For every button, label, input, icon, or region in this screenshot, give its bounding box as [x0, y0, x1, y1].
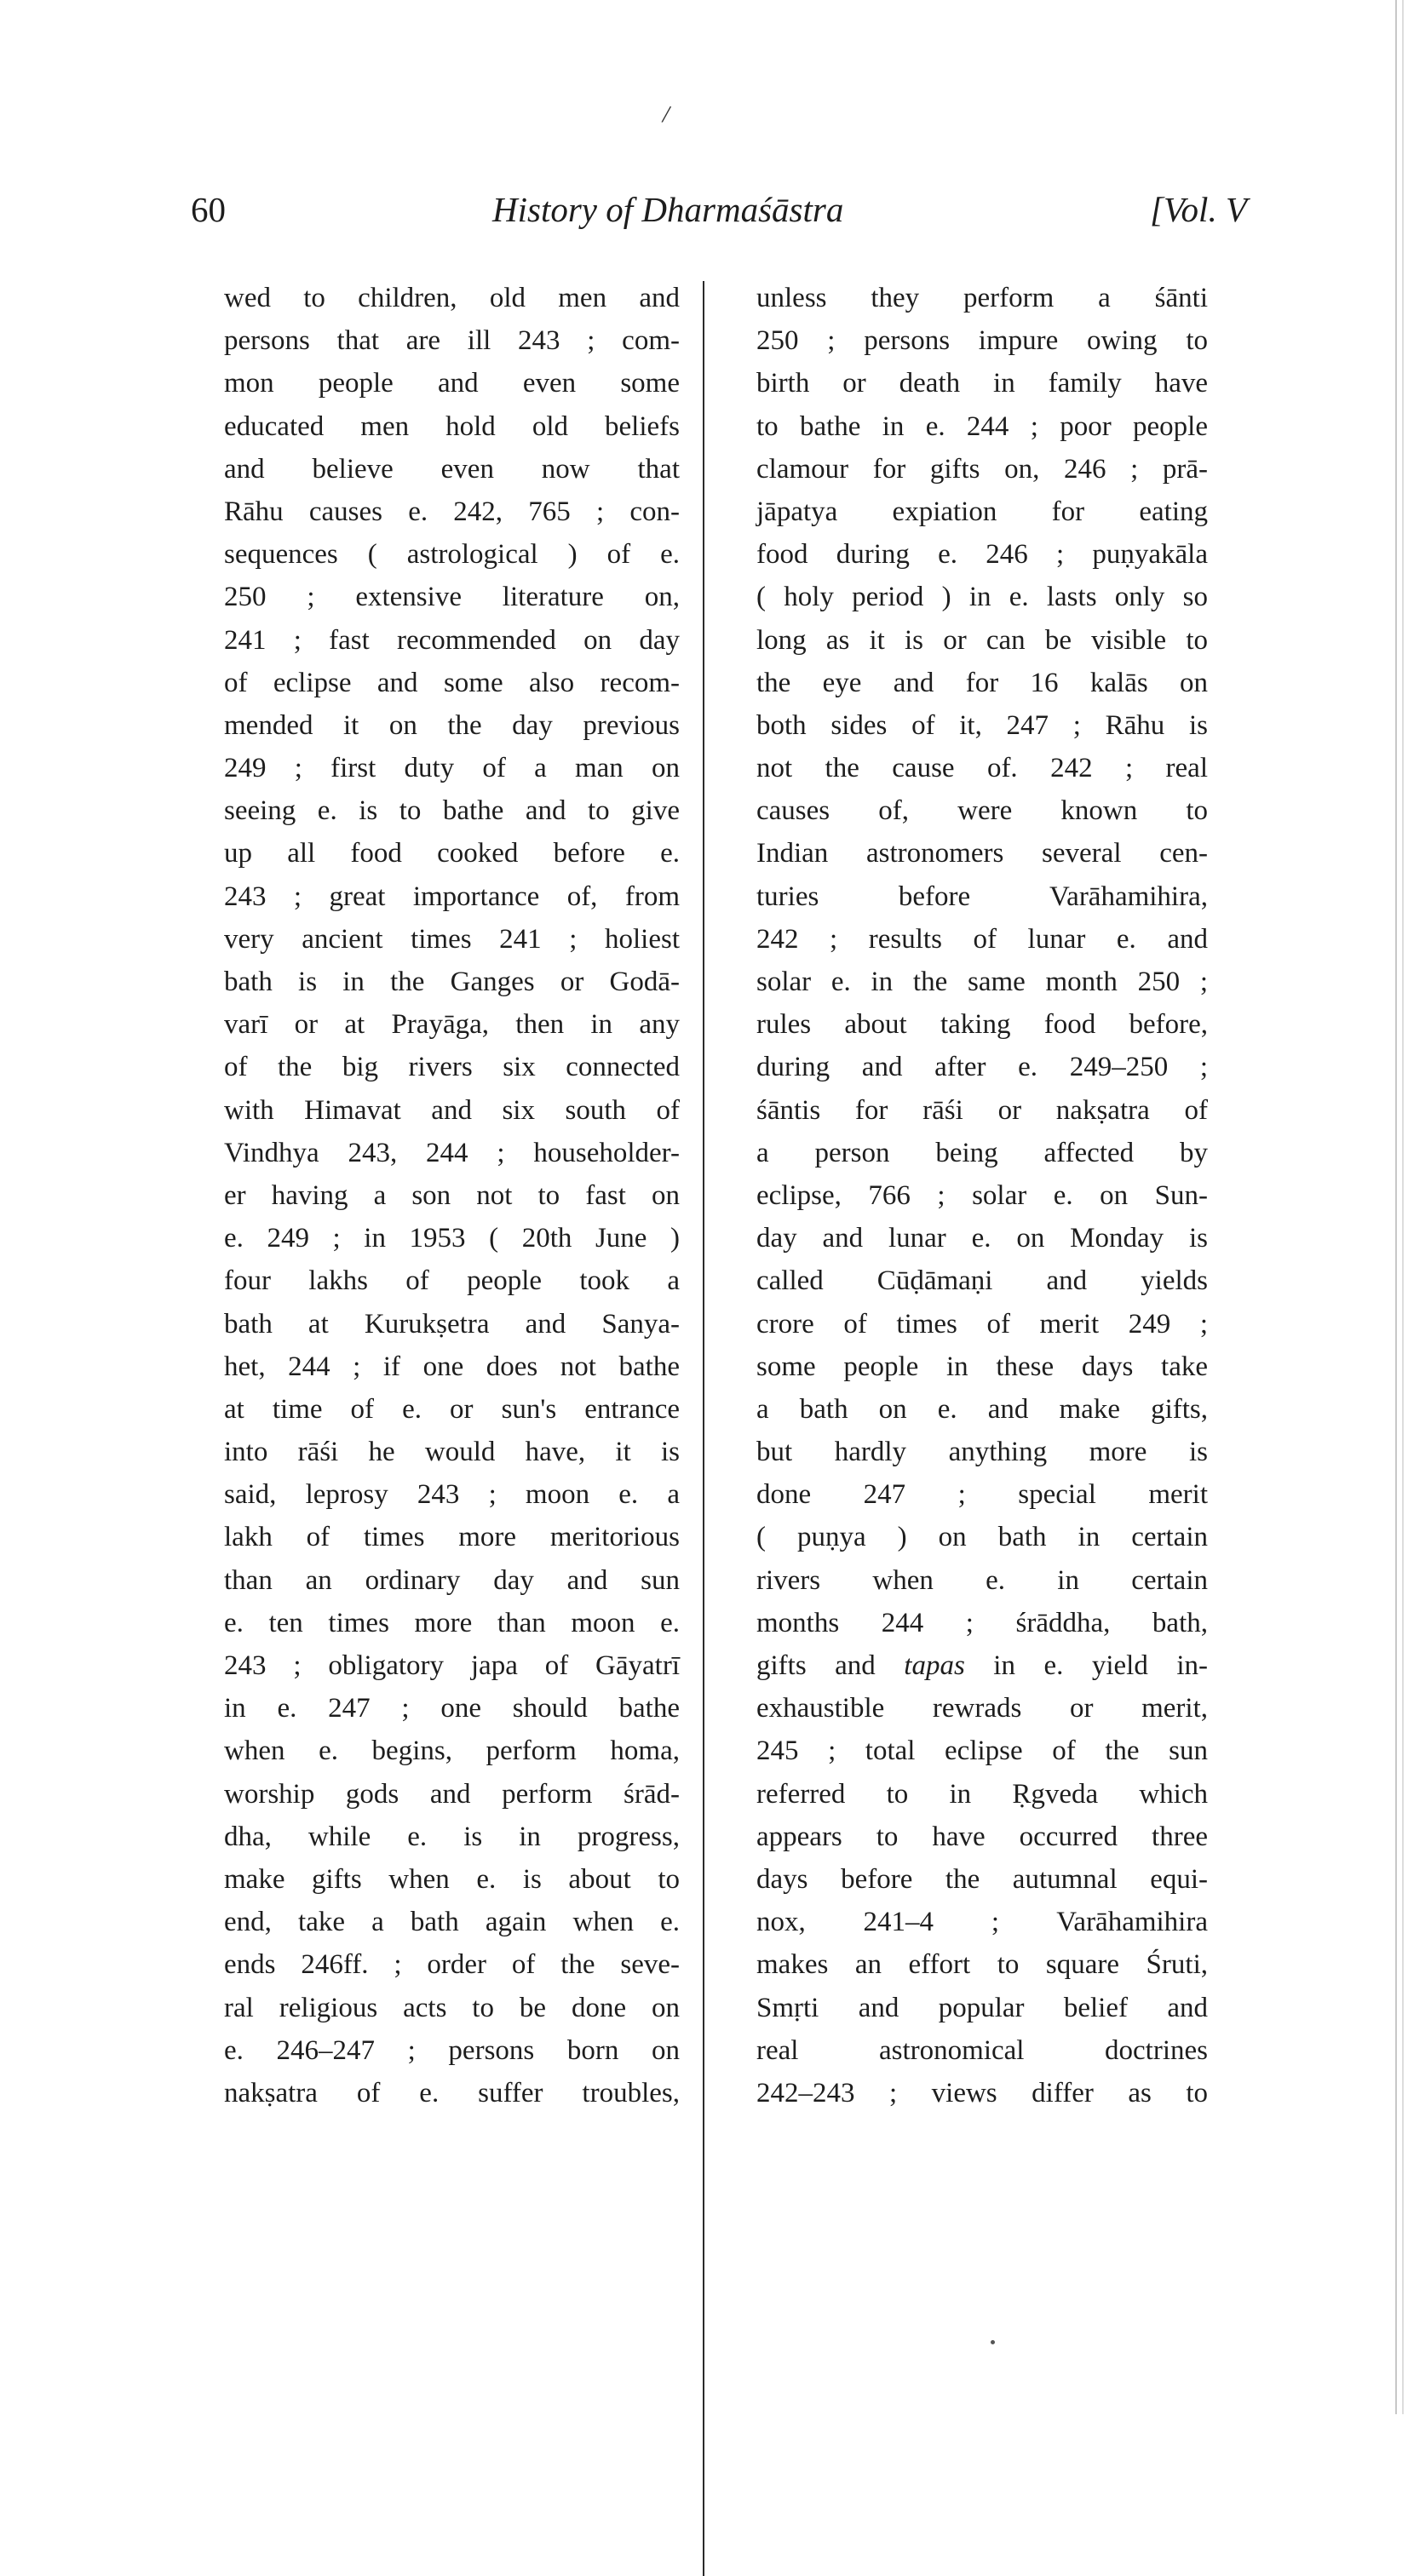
page-edge-line: [1395, 0, 1397, 2414]
text-line: nox, 241–4 ; Varāhamihira: [756, 1907, 1208, 1938]
text-line: ( puṇya ) on bath in certain: [756, 1522, 1208, 1553]
page-edge-line: [1402, 0, 1404, 2414]
text-line: gifts and tapas in e. yield in-: [756, 1650, 1208, 1681]
text-line: persons that are ill 243 ; com-: [224, 325, 680, 357]
text-line: bath is in the Ganges or Godā-: [224, 967, 680, 997]
text-line: 241 ; fast recommended on day: [224, 624, 680, 656]
text-line: 242–243 ; views differ as to: [756, 2077, 1208, 2108]
text-line: but hardly anything more is: [756, 1437, 1208, 1468]
text-line: make gifts when e. is about to: [224, 1863, 680, 1895]
text-line: the eye and for 16 kalās on: [756, 667, 1208, 698]
text-line: some people in these days take: [756, 1351, 1208, 1382]
text-line: long as it is or can be visible to: [756, 624, 1208, 656]
text-line: months 244 ; śrāddha, bath,: [756, 1607, 1208, 1638]
text-line: er having a son not to fast on: [224, 1179, 680, 1211]
text-line: mended it on the day previous: [224, 709, 680, 741]
text-line: done 247 ; special merit: [756, 1479, 1208, 1511]
text-line: rules about taking food before,: [756, 1009, 1208, 1041]
italic-term: tapas: [904, 1650, 965, 1681]
text-line: e. 246–247 ; persons born on: [224, 2034, 680, 2066]
text-line: Vindhya 243, 244 ; householder-: [224, 1137, 680, 1168]
page-header: [191, 189, 1247, 240]
text-line: wed to children, old men and: [224, 283, 680, 313]
text-line: day and lunar e. on Monday is: [756, 1223, 1208, 1254]
text-line: up all food cooked before e.: [224, 838, 680, 869]
text-line: in e. 247 ; one should bathe: [224, 1693, 680, 1724]
running-title: History of Dharmaśāstra: [492, 190, 844, 229]
text-line: 249 ; first duty of a man on: [224, 753, 680, 784]
text-line: during and after e. 249–250 ;: [756, 1052, 1208, 1083]
text-line: jāpatya expiation for eating: [756, 496, 1208, 527]
text-line: dha, while e. is in progress,: [224, 1821, 680, 1852]
text-line: 250 ; persons impure owing to: [756, 325, 1208, 357]
text-line: 243 ; obligatory japa of Gāyatrī: [224, 1650, 680, 1681]
text-line: unless they perform a śānti: [756, 283, 1208, 313]
text-line: makes an effort to square Śruti,: [756, 1949, 1208, 1981]
text-line: e. 249 ; in 1953 ( 20th June ): [224, 1223, 680, 1254]
text-line: real astronomical doctrines: [756, 2034, 1208, 2066]
text-line: worship gods and perform śrād-: [224, 1778, 680, 1810]
left-column: [224, 277, 680, 2114]
text-line: clamour for gifts on, 246 ; prā-: [756, 453, 1208, 485]
text-line: 245 ; total eclipse of the sun: [756, 1736, 1208, 1767]
text-line: exhaustible rewrads or merit,: [756, 1693, 1208, 1724]
text-line: and believe even now that: [224, 453, 680, 485]
text-line: into rāśi he would have, it is: [224, 1437, 680, 1468]
text-line: sequences ( astrological ) of e.: [224, 539, 680, 571]
volume-label: [Vol. V: [1150, 190, 1247, 229]
text-line: four lakhs of people took a: [224, 1265, 680, 1297]
text-line: bath at Kurukṣetra and Sanya-: [224, 1308, 680, 1340]
text-line: rivers when e. in certain: [756, 1564, 1208, 1596]
text-line: Smṛti and popular belief and: [756, 1992, 1208, 2023]
text-line: a bath on e. and make gifts,: [756, 1393, 1208, 1425]
text-line: e. ten times more than moon e.: [224, 1607, 680, 1638]
text-line: food during e. 246 ; puṇyakāla: [756, 539, 1208, 571]
text-line: of eclipse and some also recom-: [224, 667, 680, 698]
text-line: śāntis for rāśi or nakṣatra of: [756, 1094, 1208, 1126]
text-line: birth or death in family have: [756, 368, 1208, 399]
text-line: educated men hold old beliefs: [224, 410, 680, 442]
text-line: lakh of times more meritorious: [224, 1522, 680, 1553]
text-line: mon people and even some: [224, 368, 680, 399]
text-line: Indian astronomers several cen-: [756, 838, 1208, 869]
text-line: both sides of it, 247 ; Rāhu is: [756, 709, 1208, 741]
stray-dot-mark: [991, 2340, 995, 2344]
page-number: 60: [191, 190, 226, 229]
text-line: eclipse, 766 ; solar e. on Sun-: [756, 1179, 1208, 1211]
text-line: ends 246ff. ; order of the seve-: [224, 1949, 680, 1981]
text-line: not the cause of. 242 ; real: [756, 753, 1208, 784]
text-line: when e. begins, perform homa,: [224, 1736, 680, 1767]
text-line: nakṣatra of e. suffer troubles,: [224, 2077, 680, 2108]
text-line: 242 ; results of lunar e. and: [756, 923, 1208, 955]
text-line: 243 ; great importance of, from: [224, 881, 680, 912]
text-line: a person being affected by: [756, 1137, 1208, 1168]
text-line: ( holy period ) in e. lasts only so: [756, 582, 1208, 613]
text-line: Rāhu causes e. 242, 765 ; con-: [224, 496, 680, 527]
text-line: solar e. in the same month 250 ;: [756, 967, 1208, 997]
text-line: with Himavat and six south of: [224, 1094, 680, 1126]
column-divider: [703, 281, 704, 2576]
text-line: 250 ; extensive literature on,: [224, 582, 680, 613]
text-line: said, leprosy 243 ; moon e. a: [224, 1479, 680, 1511]
text-line: very ancient times 241 ; holiest: [224, 923, 680, 955]
text-line: causes of, were known to: [756, 795, 1208, 827]
text-line: end, take a bath again when e.: [224, 1907, 680, 1938]
text-line: het, 244 ; if one does not bathe: [224, 1351, 680, 1382]
text-line: at time of e. or sun's entrance: [224, 1393, 680, 1425]
text-line: referred to in Ṛgveda which: [756, 1778, 1208, 1810]
text-line: appears to have occurred three: [756, 1821, 1208, 1852]
text-line: varī or at Prayāga, then in any: [224, 1009, 680, 1041]
text-line: ral religious acts to be done on: [224, 1992, 680, 2023]
text-line: than an ordinary day and sun: [224, 1564, 680, 1596]
text-line: turies before Varāhamihira,: [756, 881, 1208, 912]
text-line: called Cūḍāmaṇi and yields: [756, 1265, 1208, 1297]
text-line: seeing e. is to bathe and to give: [224, 795, 680, 827]
text-line: of the big rivers six connected: [224, 1052, 680, 1083]
stray-ink-mark: /: [660, 100, 673, 129]
text-line: crore of times of merit 249 ;: [756, 1308, 1208, 1340]
text-line: days before the autumnal equi-: [756, 1863, 1208, 1895]
text-line: to bathe in e. 244 ; poor people: [756, 410, 1208, 442]
right-column: [756, 277, 1208, 2114]
